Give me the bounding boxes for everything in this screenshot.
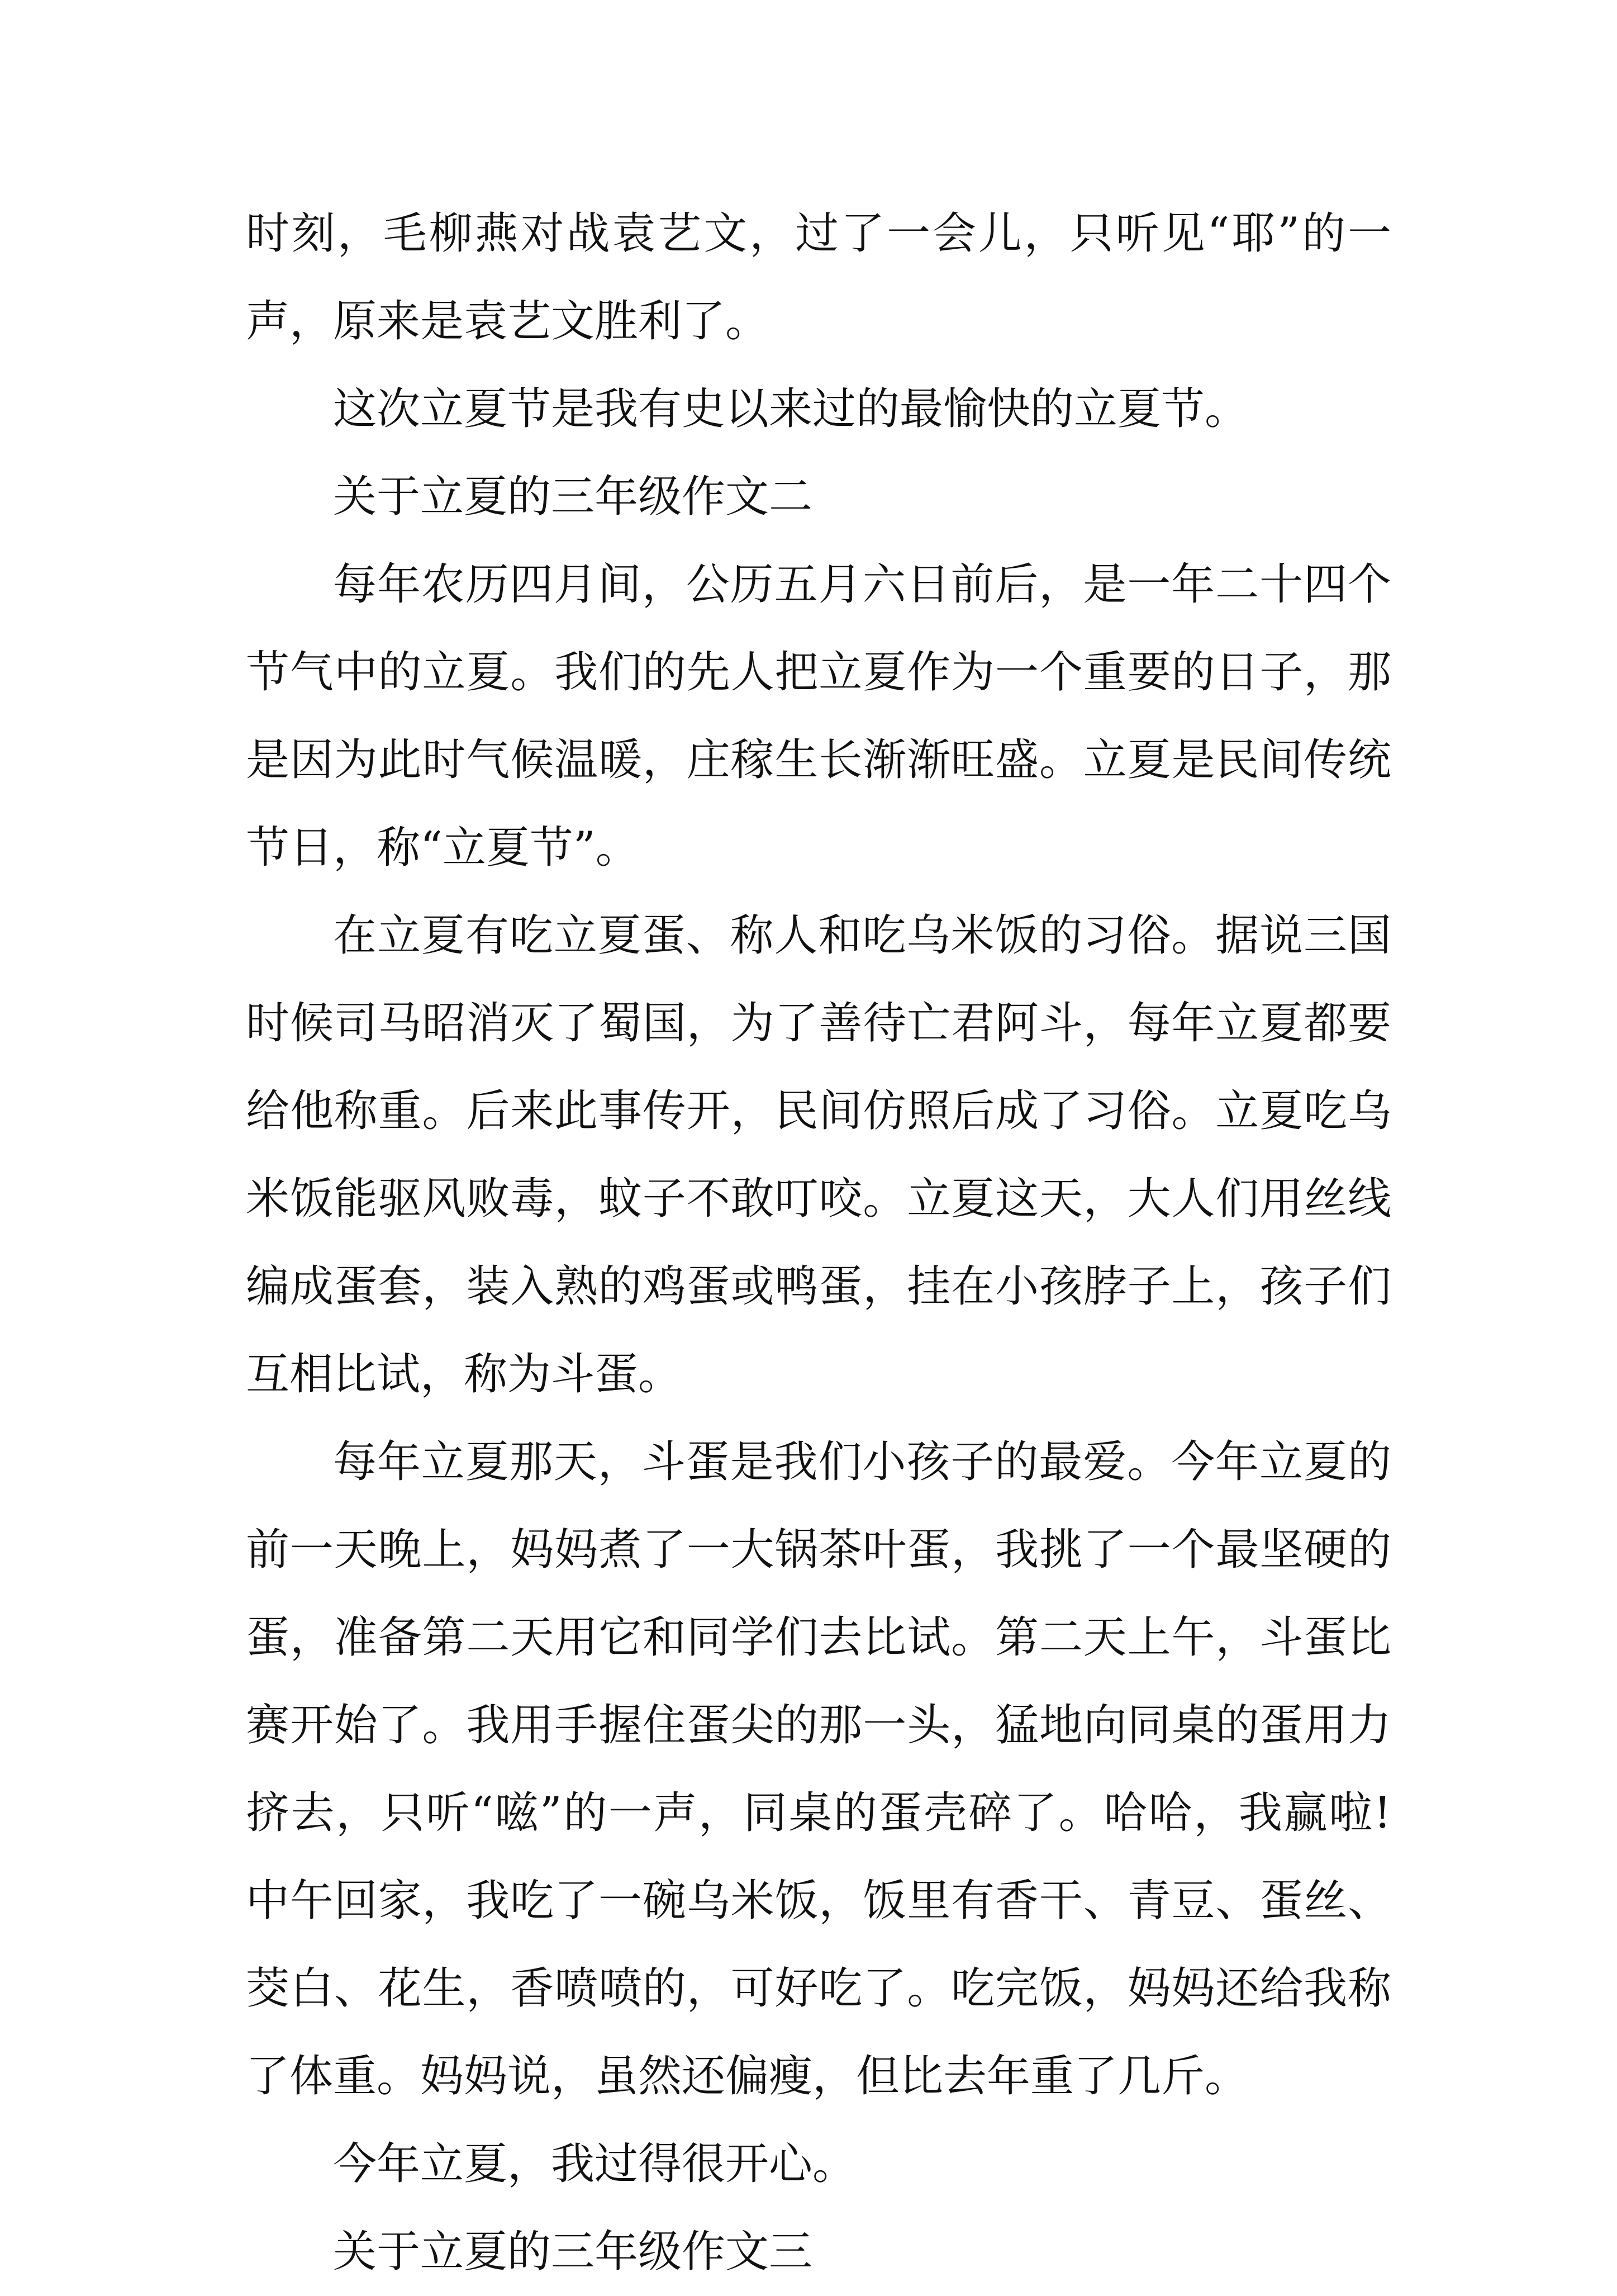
document-body (246, 190, 1391, 2296)
essay-three-heading: 关于立夏的三年级作文三 (333, 2227, 813, 2277)
paragraph-intro: 每年农历四月间，公历五月六日前后，是一年二十四个节气中的立夏。我们的先人把立夏作为一个重要的日子，那是因为此时气候温暖，庄稼生长渐渐旺盛。立夏是民间传统节日，称“立夏节”。 (246, 559, 1391, 873)
paragraph-conclusion: 这次立夏节是我有史以来过的最愉快的立夏节。 (333, 384, 1249, 434)
paragraph-closing: 今年立夏，我过得很开心。 (333, 2139, 857, 2189)
paragraph-continuation: 时刻，毛柳燕对战袁艺文，过了一会儿，只听见“耶”的一声，原来是袁艺文胜利了。 (246, 208, 1391, 347)
paragraph-egg-fight: 每年立夏那天，斗蛋是我们小孩子的最爱。今年立夏的前一天晚上，妈妈煮了一大锅茶叶蛋，我挑了一个最坚硬的蛋，准备第二天用它和同学们去比试。第二天上午，斗蛋比赛开始了。我用手握住蛋尖的那一头，猛地向同桌的蛋用力挤去，只听“嗞”的一声，同桌的蛋壳碎了。哈哈，我赢啦!中午回家，我吃了一碗乌米饭，饭里有香干、青豆、蛋丝、茭白、花生，香喷喷的，可好吃了。吃完饭，妈妈还给我称了体重。妈妈说，虽然还偏瘦，但比去年重了几斤。 (246, 1437, 1391, 2101)
paragraph-customs: 在立夏有吃立夏蛋、称人和吃乌米饭的习俗。据说三国时候司马昭消灭了蜀国，为了善待亡君阿斗，每年立夏都要给他称重。后来此事传开，民间仿照后成了习俗。立夏吃乌米饭能驱风败毒，蚊子不敢叮咬。立夏这天，大人们用丝线编成蛋套，装入熟的鸡蛋或鸭蛋，挂在小孩脖子上，孩子们互相比试，称为斗蛋。 (246, 910, 1391, 1400)
essay-two-heading: 关于立夏的三年级作文二 (333, 472, 813, 522)
